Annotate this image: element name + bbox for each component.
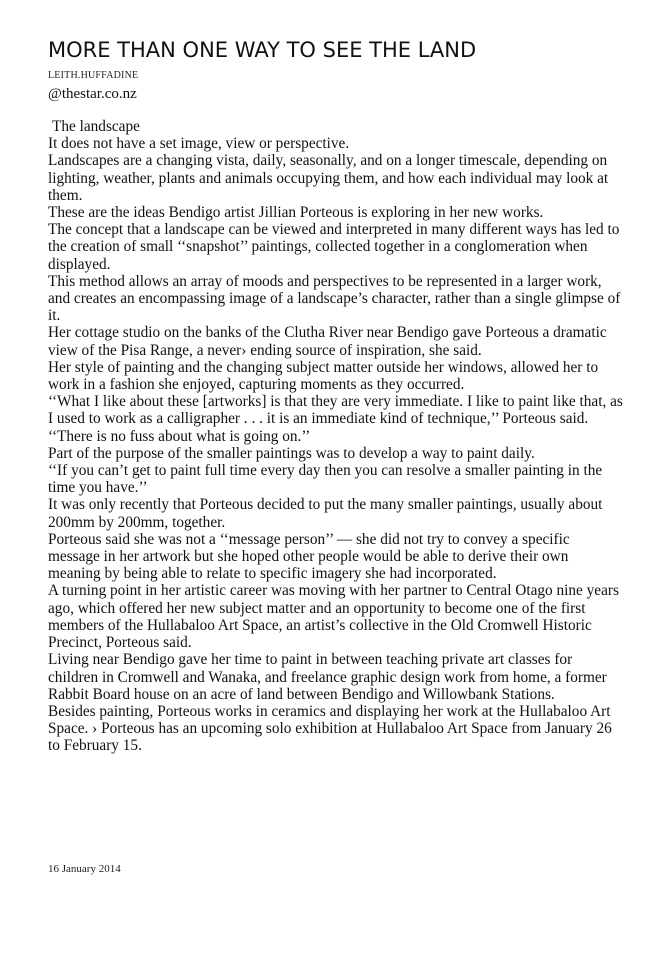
article-paragraph: Her style of painting and the changing subject matter outside her windows, allowed her to work in a fashion she enjoyed, capturing moments as they occurred. (48, 358, 599, 394)
article-paragraph: This method allows an array of moods and perspectives to be represented in a larger work, and creates an encompassing image of a landscape’s character, rather than a single glimpse of it. (48, 272, 621, 325)
article-paragraph: The landscape (52, 118, 140, 135)
article-paragraph: Porteous said she was not a ‘‘message person’’ — she did not try to convey a specific message in her artwork but she hoped other people would be able to derive their own meaning by being able to relate to specific imagery she had incorporated. (48, 530, 570, 583)
article-headline: MORE THAN ONE WAY TO SEE THE LAND (48, 38, 477, 62)
article-paragraph: Landscapes are a changing vista, daily, seasonally, and on a longer timescale, depending on lighting, weather, plants and animals occupying them, and how each individual may look at them. (48, 152, 609, 204)
publication-date: 16 January 2014 (48, 863, 121, 875)
article-paragraph: ‘‘What I like about these [artworks] is that they are very immediate. I like to paint like that, as I used to work as a calligrapher . . . it is an immediate kind of technique,’’ Porteous said. (48, 393, 623, 428)
article-body (48, 118, 623, 755)
article-paragraph: These are the ideas Bendigo artist Jillian Porteous is exploring in her new works. (48, 204, 544, 222)
article-paragraph: A turning point in her artistic career was moving with her partner to Central Otago nine years ago, which offered her new subject matter and an opportunity to become one of the first members of the Hullabaloo Art Space, an artist’s collective in the Old Cromwell Historic Precinct, Porteous said. (48, 582, 619, 652)
article-paragraph: It was only recently that Porteous decided to put the many smaller paintings, usually about 200mm by 200mm, together. (48, 496, 603, 531)
article-paragraph: Besides painting, Porteous works in ceramics and displaying her work at the Hullabaloo Art Space. › Porteous has an upcoming solo exhibition at Hullabaloo Art Space from January 26 to February 15. (48, 702, 612, 755)
article-paragraph: Her cottage studio on the banks of the Clutha River near Bendigo gave Porteous a dramatic view of the Pisa Range, a never› ending source of inspiration, she said. (48, 324, 607, 359)
article-paragraph: Living near Bendigo gave her time to paint in between teaching private art classes for children in Cromwell and Wanaka, and freelance graphic design work from home, a former Rabbit Board house on an acre of land between Bendigo and Willowbank Stations. (48, 651, 607, 703)
article-paragraph: ‘‘If you can’t get to paint full time every day then you can resolve a smaller painting in the time you have.’’ (48, 462, 603, 497)
article-paragraph: The concept that a landscape can be viewed and interpreted in many different ways has led to the creation of small ‘‘snapshot’’ paintings, collected together in a conglomeration when displayed. (48, 221, 620, 273)
article-paragraph: Part of the purpose of the smaller paintings was to develop a way to paint daily. (48, 444, 535, 462)
article-paragraph: ‘‘There is no fuss about what is going on.’’ (48, 427, 311, 445)
author-contact: @thestar.co.nz (48, 86, 137, 102)
article-byline: LEITH.HUFFADINE (48, 70, 139, 81)
article-paragraph: It does not have a set image, view or perspective. (48, 135, 350, 153)
